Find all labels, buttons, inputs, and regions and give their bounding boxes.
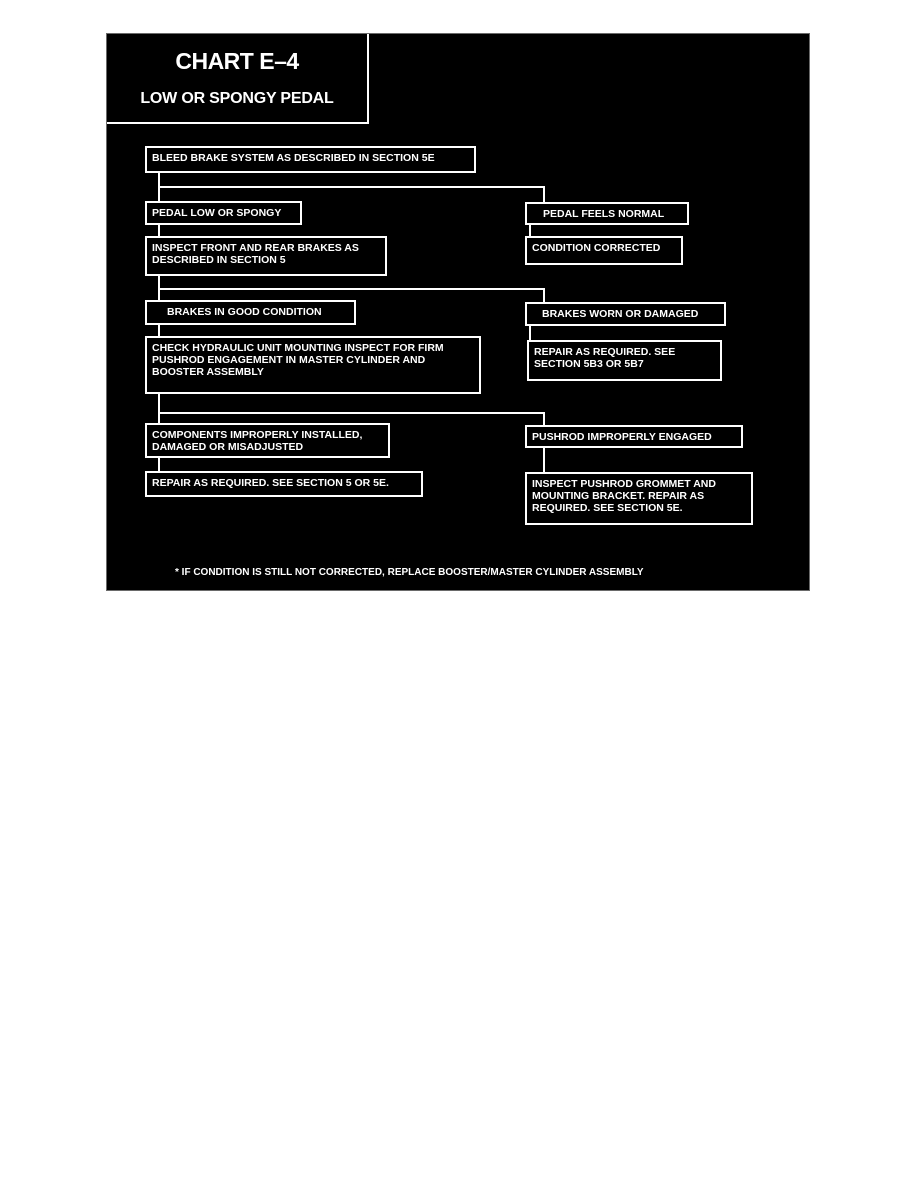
connector-pushrod-to-inspect	[543, 447, 545, 473]
node-bleed-brake-system: BLEED BRAKE SYSTEM AS DESCRIBED IN SECTION 5E	[145, 146, 476, 173]
node-inspect-pushrod-grommet: INSPECT PUSHROD GROMMET AND MOUNTING BRACKET. REPAIR AS REQUIRED. SEE SECTION 5E.	[525, 472, 753, 525]
connector-low-to-inspect	[158, 223, 160, 237]
node-check-hydraulic-unit: CHECK HYDRAULIC UNIT MOUNTING INSPECT FOR FIRM PUSHROD ENGAGEMENT IN MASTER CYLINDER AND BOOSTER ASSEMBLY	[145, 336, 481, 394]
node-repair-section-5b3-5b7: REPAIR AS REQUIRED. SEE SECTION 5B3 OR 5B7	[527, 340, 722, 381]
connector-split-1	[158, 186, 545, 188]
connector-normal-down	[543, 186, 545, 203]
title-block	[107, 34, 369, 124]
node-brakes-good-condition: BRAKES IN GOOD CONDITION	[145, 300, 356, 325]
chart-title: CHART E–4	[175, 48, 299, 74]
connector-components-to-repair	[158, 457, 160, 472]
node-repair-section-5-or-5e: REPAIR AS REQUIRED. SEE SECTION 5 OR 5E.	[145, 471, 423, 497]
node-brakes-worn-or-damaged: BRAKES WORN OR DAMAGED	[525, 302, 726, 326]
node-components-improperly-installed: COMPONENTS IMPROPERLY INSTALLED, DAMAGED OR MISADJUSTED	[145, 423, 390, 458]
connector-split-3	[158, 412, 545, 414]
connector-check-down	[158, 393, 160, 424]
chart-subtitle: LOW OR SPONGY PEDAL	[140, 90, 334, 107]
node-condition-corrected: CONDITION CORRECTED	[525, 236, 683, 265]
connector-pushrod-down	[543, 412, 545, 426]
node-inspect-front-rear-brakes: INSPECT FRONT AND REAR BRAKES AS DESCRIBED IN SECTION 5	[145, 236, 387, 276]
connector-worn-to-repair	[529, 325, 531, 341]
connector-worn-down	[543, 288, 545, 302]
footnote: * IF CONDITION IS STILL NOT CORRECTED, REPLACE BOOSTER/MASTER CYLINDER ASSEMBLY	[175, 567, 644, 578]
node-pushrod-improperly-engaged: PUSHROD IMPROPERLY ENGAGED	[525, 425, 743, 448]
connector-split-2	[158, 288, 545, 290]
node-pedal-low-or-spongy: PEDAL LOW OR SPONGY	[145, 201, 302, 225]
flowchart	[106, 33, 810, 591]
node-pedal-feels-normal: PEDAL FEELS NORMAL	[525, 202, 689, 225]
